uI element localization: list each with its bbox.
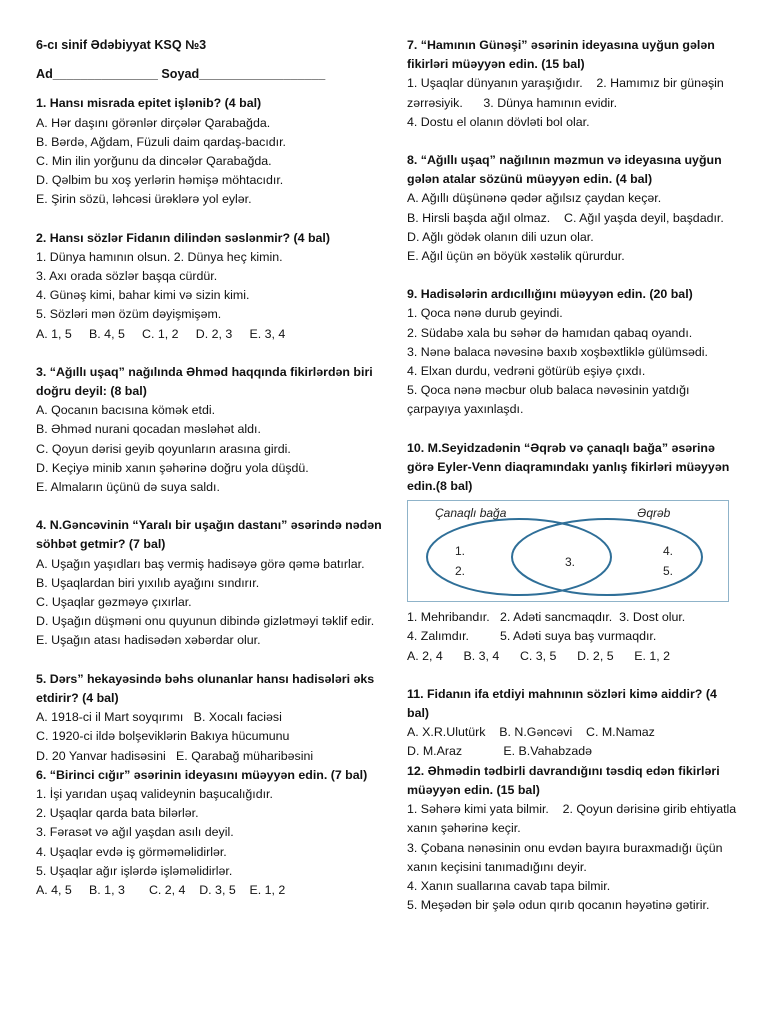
answer-option: 1. Uşaqlar dünyanın yaraşığıdır. 2. Hamımız bir günəşin zərrəsiyik. 3. Dünya hamının evidir.: [407, 76, 728, 110]
answer-choices: A. 1, 5 B. 4, 5 C. 1, 2 D. 2, 3 E. 3, 4: [36, 326, 286, 341]
answer-option: D. Keçiyə minib xanın şəhərinə doğru yola düşdü.: [36, 460, 309, 475]
answer-choices: A. 2, 4 B. 3, 4 C. 3, 5 D. 2, 5 E. 1, 2: [407, 648, 671, 663]
left-column: [36, 36, 390, 900]
question-1: [36, 94, 390, 209]
answer-option: E. Şirin sözü, ləhcəsi ürəklərə yol eylər.: [36, 192, 252, 207]
question-7: [407, 36, 737, 132]
answer-option: 1. Səhərə kimi yata bilmir. 2. Qoyun dərisinə girib ehtiyatla xanın şəhərinə keçir.: [407, 802, 740, 836]
question-8: [407, 151, 742, 266]
answer-option: 4. Zalımdır. 5. Adəti suya baş vurmaqdır.: [407, 629, 657, 644]
answer-option: 1. İşi yarıdan uşaq valideynin başucalığıdır.: [36, 786, 273, 801]
answer-choices: A. 4, 5 B. 1, 3 C. 2, 4 D. 3, 5 E. 1, 2: [36, 882, 286, 897]
right-column: [407, 36, 742, 915]
answer-option: 5. Sözləri mən özüm dəyişmişəm.: [36, 307, 222, 322]
name-surname-line: Ad_______________ Soyad__________________: [36, 67, 326, 82]
answer-option: 1. Dünya hamının olsun. 2. Dünya heç kimin.: [36, 249, 283, 264]
answer-option: C. Uşaqlar gəzməyə çıxırlar.: [36, 595, 192, 610]
answer-option: 1. Qoca nənə durub geyindi.: [407, 306, 563, 321]
question-11: [407, 685, 737, 762]
answer-option: B. Əhməd nurani qocadan məsləhət aldı.: [36, 422, 261, 437]
venn-item: 3.: [565, 555, 576, 570]
answer-option: 1. Mehribandır. 2. Adəti sancmaqdır. 3. Dost olur.: [407, 610, 686, 625]
question-title: 6. “Birinci cığır” əsərinin ideyasını müəyyən edin. (7 bal): [36, 767, 368, 782]
answer-option: 4. Elxan durdu, vedrəni götürüb eşiyə çıxdı.: [407, 364, 646, 379]
venn-item: 2.: [455, 564, 466, 579]
answer-option: D. Uşağın düşməni onu quyunun dibində gizlətməyi təklif edir.: [36, 614, 375, 629]
venn-diagram: [407, 500, 729, 602]
question-6: [36, 766, 390, 900]
answer-option: A. X.R.Ulutürk B. N.Gəncəvi C. M.Namaz: [407, 725, 655, 740]
question-title: 8. “Ağıllı uşaq” nağılının məzmun və ideyasına uyğun gələn atalar sözünü müəyyən edin. (4 bal): [407, 153, 722, 187]
question-12: [407, 762, 740, 916]
question-title: 3. “Ağıllı uşaq” nağılında Əhməd haqqında fikirlərdən biri doğru deyil: (8 bal): [36, 364, 373, 399]
answer-option: 4. Dostu el olanın dövləti bol olar.: [407, 114, 590, 129]
venn-item: 5.: [663, 564, 674, 579]
question-9: [407, 285, 737, 419]
venn-item: 4.: [663, 544, 674, 559]
answer-option: 2. Südabə xala bu səhər də hamıdan qabaq oyandı.: [407, 325, 693, 340]
question-10: [407, 439, 737, 666]
answer-option: C. 1920-ci ildə bolşeviklərin Bakıya hücumunu: [36, 729, 290, 744]
answer-option: E. Ağıl üçün ən böyük xəstəlik qürurdur.: [407, 249, 625, 264]
answer-option: B. Bərdə, Ağdam, Füzuli daim qardaş-bacıdır.: [36, 134, 287, 149]
page-title: 6-cı sinif Ədəbiyyat KSQ №3: [36, 38, 207, 52]
question-4: [36, 516, 390, 650]
answer-option: A. Qocanın bacısına kömək etdi.: [36, 403, 216, 418]
answer-option: 3. Axı orada sözlər başqa cürdür.: [36, 269, 218, 284]
answer-option: 4. Xanın suallarına cavab tapa bilmir.: [407, 878, 611, 893]
answer-option: 5. Qoca nənə məcbur olub balaca nəvəsinin yatdığı çarpayıya yaxınlaşdı.: [407, 383, 690, 417]
answer-option: C. Qoyun dərisi geyib qoyunların arasına girdi.: [36, 441, 291, 456]
answer-option: E. Uşağın atası hadisədən xəbərdar olur.: [36, 633, 261, 648]
answer-option: B. Hirsli başda ağıl olmaz. C. Ağıl yaşda deyil, başdadır. D. Ağlı gödək olanın dili uzun olar.: [407, 210, 742, 244]
answer-option: 4. Uşaqlar evdə iş görməməlidirlər.: [36, 844, 227, 859]
question-title: 11. Fidanın ifa etdiyi mahnının sözləri kimə aiddir? (4 bal): [407, 686, 717, 721]
answer-option: D. Qəlbim bu xoş yerlərin həmişə möhtacıdır.: [36, 173, 284, 188]
answer-option: 2. Uşaqlar qarda bata bilərlər.: [36, 806, 199, 821]
question-3: [36, 363, 390, 497]
question-title: 4. N.Gəncəvinin “Yaralı bir uşağın dastanı” əsərində nədən söhbət getmir? (7 bal): [36, 518, 382, 552]
answer-option: E. Almaların üçünü də suya saldı.: [36, 480, 220, 495]
answer-option: D. 20 Yanvar hadisəsini E. Qarabağ müharibəsini: [36, 748, 314, 763]
question-title: 9. Hadisələrin ardıcıllığını müəyyən edin. (20 bal): [407, 287, 693, 302]
question-5: [36, 670, 390, 766]
venn-left-label: Çanaqlı bağa: [435, 506, 507, 521]
question-title: 1. Hansı misrada epitet işlənib? (4 bal): [36, 96, 262, 111]
answer-option: 3. Fərasət və ağıl yaşdan asılı deyil.: [36, 825, 234, 840]
answer-option: A. Ağıllı düşünənə qədər ağılsız çaydan keçər.: [407, 191, 662, 206]
answer-option: B. Uşaqlardan biri yıxılıb ayağını sındırır.: [36, 575, 260, 590]
question-title: 2. Hansı sözlər Fidanın dilindən səslənmir? (4 bal): [36, 230, 330, 245]
question-title: 12. Əhmədin tədbirli davrandığını təsdiq edən fikirləri müəyyən edin. (15 bal): [407, 763, 720, 797]
answer-option: A. Uşağın yaşıdları baş vermiş hadisəyə görə qəmə batırlar.: [36, 556, 365, 571]
venn-item: 1.: [455, 544, 466, 559]
question-title: 10. M.Seyidzadənin “Əqrəb və çanaqlı bağa” əsərinə görə Eyler-Venn diaqramındakı yanlış fikirləri müəyyən edin.(8 bal): [407, 440, 730, 494]
question-title: 7. “Hamının Günəşi” əsərinin ideyasına uyğun gələn fikirləri müəyyən edin. (15 bal): [407, 38, 715, 72]
question-2: [36, 229, 390, 344]
answer-option: 5. Uşaqlar ağır işlərdə işləməlidirlər.: [36, 863, 233, 878]
question-title: 5. Dərs” hekayəsində bəhs olunanlar hansı hadisələri əks etdirir? (4 bal): [36, 671, 375, 705]
answer-option: 5. Meşədən bir şələ odun qırıb qocanın həyətinə gətirir.: [407, 898, 710, 913]
venn-right-label: Əqrəb: [637, 506, 671, 521]
answer-option: 3. Çobana nənəsinin onu evdən bayıra buraxmadığı üçün xanın keçisini tanımadığını deyir.: [407, 840, 723, 874]
answer-option: 3. Nənə balaca nəvəsinə baxıb xoşbəxtliklə gülümsədi.: [407, 344, 708, 359]
answer-option: 4. Günəş kimi, bahar kimi və sizin kimi.: [36, 288, 250, 303]
answer-option: C. Min ilin yorğunu da dincələr Qarabağda.: [36, 154, 272, 169]
answer-option: A. Hər daşını görənlər dirçələr Qarabağda.: [36, 115, 271, 130]
answer-option: D. M.Araz E. B.Vahabzadə: [407, 744, 593, 759]
answer-option: A. 1918-ci il Mart soyqırımı B. Xocalı faciəsi: [36, 710, 282, 725]
